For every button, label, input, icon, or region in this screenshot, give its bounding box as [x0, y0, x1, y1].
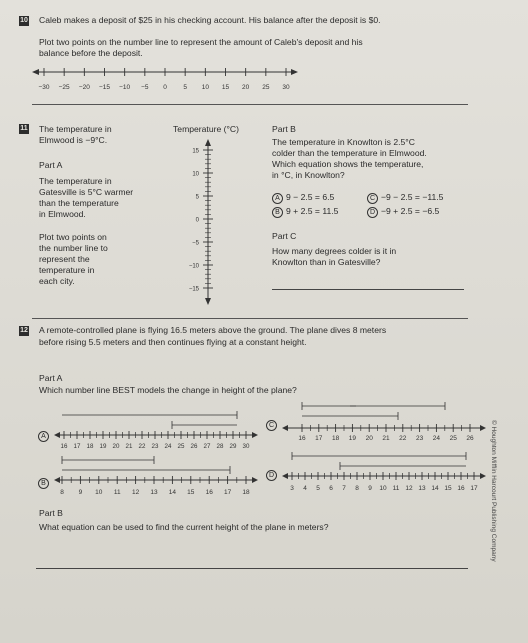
tick-label: −25: [58, 84, 70, 91]
choice-b-text: 9 + 2.5 = 11.5: [286, 206, 339, 216]
q11-part-b-line: colder than the temperature in Elmwood.: [272, 148, 427, 158]
tick-label: 11: [392, 485, 400, 492]
tick-label: 10: [192, 171, 199, 178]
q12-part-b-answer-line[interactable]: [36, 568, 468, 569]
tick-label: 17: [73, 443, 81, 450]
q12-part-a-question: Which number line BEST models the change in height of the plane?: [39, 385, 297, 395]
q11-part-c-answer-line[interactable]: [272, 289, 464, 290]
question-12-number: 12: [20, 327, 28, 334]
tick-label: 18: [331, 435, 340, 442]
q11-plot-line: each city.: [39, 276, 75, 286]
tick-label: 16: [205, 489, 213, 496]
q12-text-line-1: A remote-controlled plane is flying 16.5 meters above the ground. The plane dives 8 meters: [39, 325, 387, 335]
q11-part-a-line: in Elmwood.: [39, 209, 86, 219]
tick-label: 24: [432, 435, 441, 442]
tick-label: 20: [112, 443, 120, 450]
tick-label: 9: [368, 485, 372, 492]
tick-label: 16: [60, 443, 68, 450]
tick-label: 20: [242, 84, 250, 91]
q11-part-c-text: [272, 246, 396, 268]
q11-part-b-line: Which equation shows the temperature,: [272, 159, 424, 169]
tick-label: 18: [242, 489, 250, 496]
tick-label: 14: [431, 485, 439, 492]
tick-label: 10: [201, 84, 209, 91]
option-c-number-line[interactable]: [280, 396, 488, 444]
tick-label: 30: [242, 443, 250, 450]
choice-a-bubble[interactable]: A: [272, 193, 283, 204]
q10-text-line-2: Plot two points on the number line to represent the amount of Caleb's deposit and his: [39, 37, 363, 47]
option-c-bubble[interactable]: C: [266, 420, 277, 431]
option-d-bubble[interactable]: D: [266, 470, 277, 481]
tick-label: 29: [229, 443, 237, 450]
tick-label: 27: [203, 443, 211, 450]
option-a-bubble[interactable]: A: [38, 431, 49, 442]
tick-label: 15: [221, 84, 230, 91]
tick-label: 17: [223, 489, 232, 496]
q11-part-b-line: in °C, in Knowlton?: [272, 170, 345, 180]
q11-part-a-line: The temperature in: [39, 176, 112, 186]
tick-label: 16: [298, 435, 306, 442]
tick-label: 13: [418, 485, 426, 492]
tick-label: 12: [131, 489, 140, 496]
q11-plot-instructions: [39, 232, 108, 287]
q11-part-b-text: [272, 137, 427, 181]
option-d-number-line[interactable]: [280, 448, 488, 494]
q11-part-a-line: Gatesville is 5°C warmer: [39, 187, 134, 197]
option-b-number-line[interactable]: [52, 452, 260, 498]
question-11-number: 11: [20, 125, 28, 132]
tick-label: 5: [183, 84, 187, 91]
q11-plot-line: represent the: [39, 254, 90, 264]
q11-part-a-line: than the temperature: [39, 198, 119, 208]
divider-line: [32, 318, 468, 319]
tick-label: 6: [329, 485, 333, 492]
tick-label: 23: [415, 435, 424, 442]
tick-label: −15: [98, 84, 111, 91]
q11-vertical-number-line[interactable]: [180, 138, 220, 306]
tick-label: 15: [187, 489, 195, 496]
q12-text-line-2: before rising 5.5 meters and then continues flying at a constant height.: [39, 337, 307, 347]
tick-label: −15: [188, 286, 199, 293]
tick-label: 15: [192, 148, 199, 155]
q10-text-line-3: balance before the deposit.: [39, 48, 143, 58]
tick-label: 24: [164, 443, 172, 450]
choice-c-bubble[interactable]: C: [367, 193, 378, 204]
tick-label: 0: [195, 217, 199, 224]
q11-part-c-line: How many degrees colder is it in: [272, 246, 397, 256]
tick-label: 22: [399, 435, 407, 442]
q10-number-line[interactable]: [30, 62, 300, 94]
divider-line: [32, 104, 468, 105]
tick-label: 26: [190, 443, 198, 450]
tick-label: 13: [150, 489, 158, 496]
q10-text-line-1: Caleb makes a deposit of $25 in his checking account. His balance after the deposit is $0.: [39, 15, 381, 25]
tick-label: 8: [355, 485, 359, 492]
q11-part-b-line: The temperature in Knowlton is 2.5°C: [272, 137, 415, 147]
tick-label: 30: [282, 84, 290, 91]
tick-label: 4: [303, 485, 307, 492]
choice-c-text: −9 − 2.5 = −11.5: [381, 192, 444, 202]
tick-label: 7: [342, 485, 346, 492]
tick-label: 10: [379, 485, 387, 492]
option-b-bubble[interactable]: B: [38, 478, 49, 489]
tick-label: 23: [151, 443, 159, 450]
choice-a-text: 9 − 2.5 = 6.5: [286, 192, 335, 202]
question-10-number: 10: [20, 17, 28, 24]
choice-d-bubble[interactable]: D: [367, 207, 378, 218]
q11-part-c-line: Knowlton than in Gatesville?: [272, 257, 381, 267]
q11-part-a-text: [39, 176, 133, 220]
q11-part-c-title: Part C: [272, 231, 297, 241]
tick-label: −10: [188, 263, 199, 270]
q11-plot-line: Plot two points on: [39, 232, 107, 242]
choice-d-text: −9 + 2.5 = −6.5: [381, 206, 440, 216]
q12-part-b-question: What equation can be used to find the current height of the plane in meters?: [39, 522, 329, 532]
tick-label: −20: [78, 84, 90, 91]
choice-b-bubble[interactable]: B: [272, 207, 283, 218]
tick-label: 25: [177, 443, 185, 450]
tick-label: 20: [365, 435, 373, 442]
tick-label: 21: [125, 443, 133, 450]
tick-label: 28: [216, 443, 224, 450]
q11-plot-line: temperature in: [39, 265, 95, 275]
tick-label: −10: [119, 84, 131, 91]
q11-intro-line-2: Elmwood is −9°C.: [39, 135, 108, 145]
tick-label: 19: [348, 435, 357, 442]
tick-label: 14: [168, 489, 177, 496]
tick-label: −30: [38, 84, 50, 91]
tick-label: 25: [262, 84, 270, 91]
tick-label: 25: [449, 435, 457, 442]
q12-part-b-title: Part B: [39, 508, 63, 518]
tick-label: 12: [405, 485, 413, 492]
q11-intro-line-1: The temperature in: [39, 124, 112, 134]
option-a-number-line[interactable]: [52, 405, 260, 451]
tick-label: 17: [315, 435, 323, 442]
tick-label: 16: [457, 485, 465, 492]
tick-label: −5: [141, 84, 149, 91]
q11-part-a-title: Part A: [39, 160, 63, 170]
tick-label: 26: [466, 435, 474, 442]
tick-label: 21: [382, 435, 390, 442]
tick-label: 11: [113, 489, 121, 496]
tick-label: −5: [192, 240, 199, 247]
q11-part-b-title: Part B: [272, 124, 296, 134]
tick-label: 3: [290, 485, 294, 492]
tick-label: 18: [86, 443, 94, 450]
tick-label: 15: [444, 485, 452, 492]
tick-label: 0: [163, 84, 167, 91]
thermometer-title: Temperature (°C): [173, 124, 239, 134]
tick-label: 19: [99, 443, 107, 450]
tick-label: 17: [470, 485, 478, 492]
tick-label: 5: [316, 485, 320, 492]
tick-label: 22: [138, 443, 146, 450]
tick-label: 5: [195, 194, 199, 201]
q11-plot-line: the number line to: [39, 243, 108, 253]
tick-label: 8: [60, 489, 64, 496]
tick-label: 9: [78, 489, 83, 496]
tick-label: 10: [95, 489, 103, 496]
copyright-notice: © Houghton Mifflin Harcourt Publishing Company: [490, 420, 497, 562]
q12-part-a-title: Part A: [39, 373, 63, 383]
